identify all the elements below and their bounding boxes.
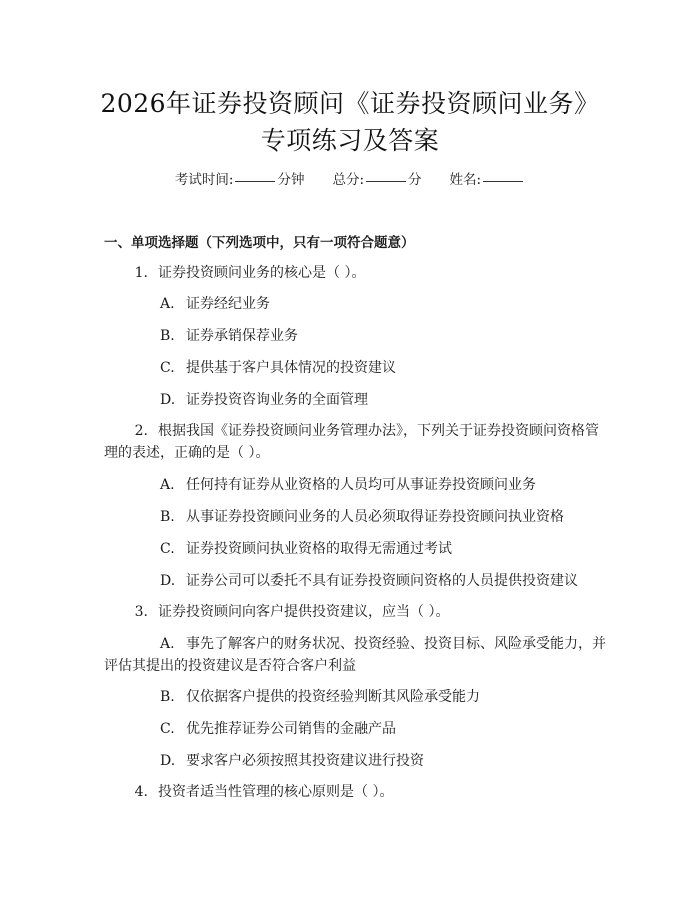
option-text: 任何持有证券从业资格的人员均可从事证券投资顾问业务 [186,477,536,493]
option-text: 提供基于客户具体情况的投资建议 [186,360,396,376]
option-label: C. [160,721,175,737]
score-unit: 分 [408,172,422,188]
question-1 [104,262,365,282]
option-text: 要求客户必须按照其投资建议进行投资 [186,753,424,769]
option-3b [160,686,480,706]
option-label: A. [160,477,175,493]
question-number: 4. [134,784,148,800]
question-3 [104,601,449,621]
question-4 [104,781,393,801]
document-title-line1: 2026年证券投资顾问《证券投资顾问业务》 [100,89,600,118]
option-text: 从事证券投资顾问业务的人员必须取得证券投资顾问执业资格 [186,509,564,525]
option-label: C. [160,360,175,376]
option-text: 证券经纪业务 [186,296,270,312]
option-2c [160,538,452,558]
option-text: 证券投资顾问执业资格的取得无需通过考试 [186,541,452,557]
document-title-line2: 专项练习及答案 [260,126,440,155]
option-label: B. [160,509,175,525]
option-label: A. [160,296,175,312]
option-1a [160,293,270,313]
option-1c [160,357,396,377]
option-1d [160,389,368,409]
question-text: 投资者适当性管理的核心原则是（ ）。 [158,784,394,800]
time-unit: 分钟 [277,172,305,188]
question-2 [104,420,599,440]
time-blank [235,180,275,182]
option-label: D. [160,573,176,589]
question-text: 证券投资顾问业务的核心是（ ）。 [158,265,366,281]
option-label: D. [160,392,176,408]
option-text: 证券承销保荐业务 [186,328,298,344]
option-2d [160,570,578,590]
question-text: 根据我国《证券投资顾问业务管理办法》，下列关于证券投资顾问资格管 [158,423,599,439]
exam-meta [0,168,700,188]
option-text: 事先了解客户的财务状况、投资经验、投资目标、风险承受能力，并 [186,636,606,652]
option-label: B. [160,328,175,344]
time-label: 考试时间: [174,172,234,188]
option-1b [160,325,298,345]
option-3d [160,750,424,770]
option-text: 证券公司可以委托不具有证券投资顾问资格的人员提供投资建议 [186,573,578,589]
section-title: 一、单项选择题（下列选项中，只有一项符合题意） [104,235,415,251]
question-number: 1. [134,265,148,281]
option-2a [160,474,536,494]
score-blank [366,180,406,182]
option-2b [160,506,564,526]
option-text: 证券投资咨询业务的全面管理 [186,392,368,408]
name-blank [483,180,523,182]
name-label: 姓名: [449,172,482,188]
question-number: 2. [134,423,148,439]
question-2-continued: 理的表述，正确的是（ ）。 [104,445,270,461]
option-label: B. [160,689,175,705]
option-3a [160,633,606,653]
option-text: 仅依据客户提供的投资经验判断其风险承受能力 [186,689,480,705]
option-3c [160,718,396,738]
option-text: 优先推荐证券公司销售的金融产品 [186,721,396,737]
option-label: D. [160,753,176,769]
option-label: C. [160,541,175,557]
score-label: 总分: [332,172,365,188]
question-number: 3. [134,604,148,620]
option-3a-continued: 评估其提出的投资建议是否符合客户利益 [104,658,356,674]
option-label: A. [160,636,175,652]
question-text: 证券投资顾问向客户提供投资建议，应当（ ）。 [158,604,450,620]
